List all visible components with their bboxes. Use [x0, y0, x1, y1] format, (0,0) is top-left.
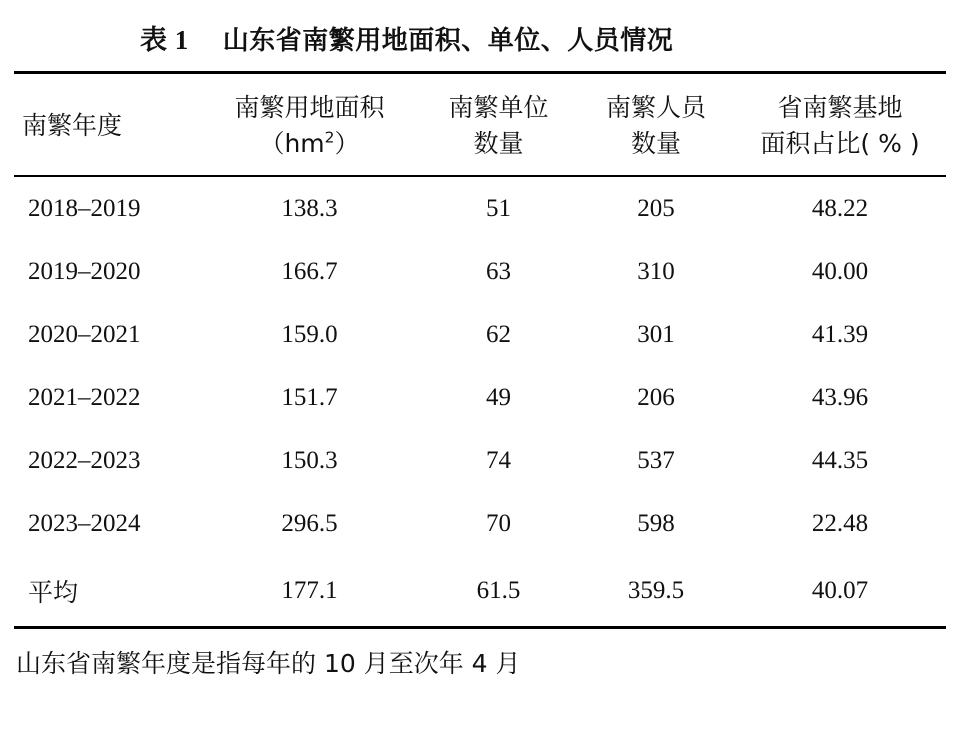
cell-people: 359.5	[627, 577, 685, 604]
column-header-share	[734, 74, 946, 175]
column-header-units-line1: 南繁单位	[448, 93, 549, 122]
table-footnote-text: 山东省南繁年度是指每年的 10 月至次年 4 月	[16, 649, 521, 678]
table-row	[14, 555, 946, 626]
cell-area: 150.3	[281, 447, 338, 474]
table-row	[14, 492, 946, 555]
cell-share: 43.96	[811, 384, 869, 411]
cell-units: 74	[486, 447, 511, 474]
table-caption: 山东省南繁用地面积、单位、人员情况	[222, 26, 674, 56]
cell-units: 70	[486, 510, 511, 537]
column-header-share-line1: 省南繁基地	[777, 93, 903, 122]
cell-share: 44.35	[811, 447, 869, 474]
header-row	[14, 74, 946, 175]
cell-year: 平均	[28, 578, 79, 607]
cell-area: 151.7	[281, 384, 338, 411]
cell-year: 2021–2022	[28, 384, 141, 411]
cell-people: 310	[637, 258, 675, 285]
cell-people: 537	[637, 447, 675, 474]
table-row	[14, 303, 946, 366]
table-title	[140, 0, 946, 71]
cell-area: 166.7	[281, 258, 338, 285]
cell-people: 301	[637, 321, 675, 348]
cell-units: 63	[486, 258, 511, 285]
cell-year: 2019–2020	[28, 258, 141, 285]
column-header-units	[419, 74, 578, 175]
column-header-year-line1: 南繁年度	[22, 110, 123, 140]
cell-year: 2023–2024	[28, 510, 141, 537]
cell-units: 49	[486, 384, 511, 411]
cell-area: 177.1	[281, 577, 338, 604]
column-header-units-line2: 数量	[473, 128, 524, 158]
table-header	[14, 74, 946, 175]
cell-year: 2018–2019	[28, 195, 141, 222]
cell-people: 205	[637, 195, 675, 222]
cell-share: 41.39	[811, 321, 869, 348]
column-header-share-line2: 面积占比( % )	[760, 128, 920, 158]
cell-share: 40.07	[811, 577, 869, 604]
cell-share: 40.00	[811, 258, 869, 285]
cell-area: 159.0	[281, 321, 338, 348]
table-footnote	[14, 629, 946, 680]
cell-year: 2022–2023	[28, 447, 141, 474]
table-row	[14, 429, 946, 492]
column-header-year	[14, 74, 200, 175]
table-row	[14, 366, 946, 429]
cell-units: 62	[486, 321, 511, 348]
column-header-people-line2: 数量	[630, 128, 681, 158]
cell-year: 2020–2021	[28, 321, 141, 348]
cell-share: 48.22	[811, 195, 869, 222]
cell-area: 138.3	[281, 195, 338, 222]
cell-units: 61.5	[476, 577, 521, 604]
table-row	[14, 240, 946, 303]
cell-people: 206	[637, 384, 675, 411]
column-header-area-line2: $(hm^2)$	[259, 128, 360, 158]
cell-people: 598	[637, 510, 675, 537]
data-table	[14, 74, 946, 175]
cell-share: 22.48	[811, 510, 869, 537]
cell-area: 296.5	[281, 510, 338, 537]
table-row	[14, 177, 946, 240]
cell-units: 51	[486, 195, 511, 222]
column-header-people-line1: 南繁人员	[605, 93, 706, 122]
table-number: 表 1	[140, 25, 189, 55]
column-header-area-line1: 南繁用地面积	[234, 93, 385, 122]
column-header-area	[200, 74, 419, 175]
column-header-people	[578, 74, 734, 175]
data-table-body	[14, 177, 946, 626]
